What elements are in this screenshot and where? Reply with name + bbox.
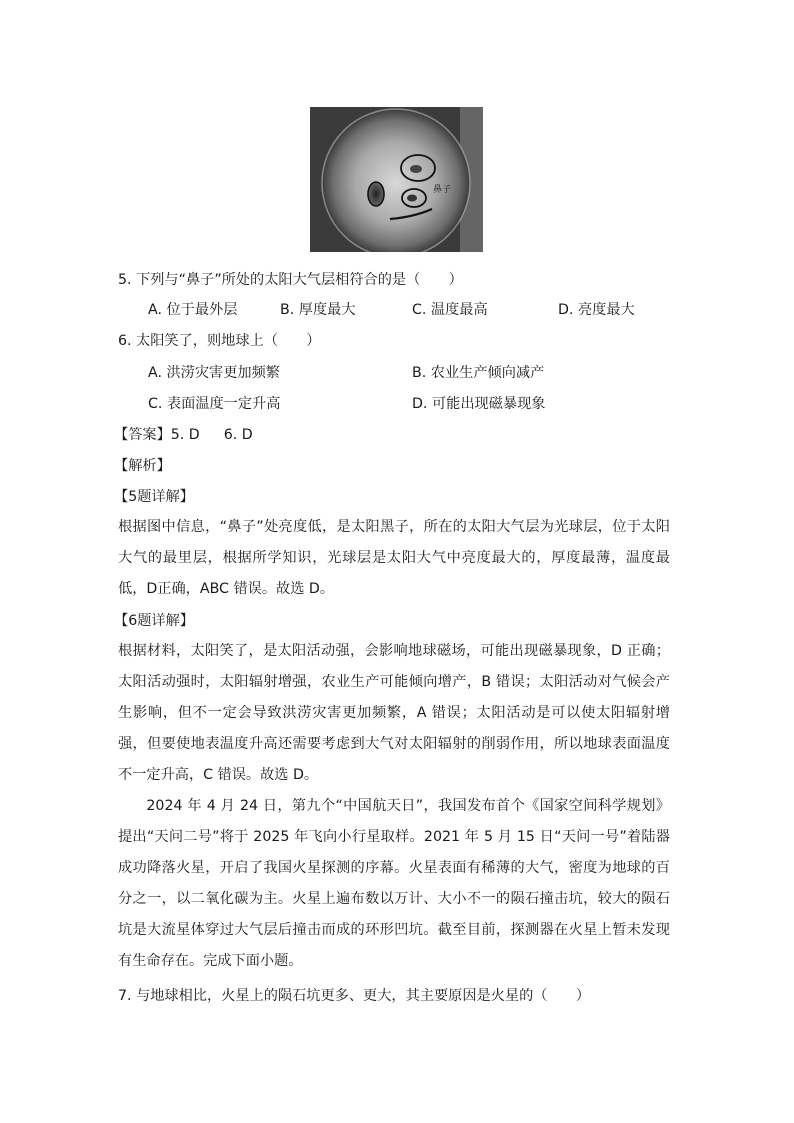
detail5-text: 根据图中信息，“鼻子”处亮度低，是太阳黑子，所在的太阳大气层为光球层，位于太阳大气的最里层，根据所学知识，光球层是太阳大气中亮度最大的，厚度最薄，温度最低，D正确，ABC 错误。故选 D。	[118, 519, 670, 597]
q6-option-a: A. 洪涝灾害更加频繁	[148, 365, 280, 381]
detail5-label: 【5题详解】	[114, 489, 194, 505]
q7-stem: 7. 与地球相比，火星上的陨石坑更多、更大，其主要原因是火星的（ ）	[118, 988, 591, 1004]
q5-option-d: D. 亮度最大	[558, 302, 635, 318]
answer-5: 5. D	[170, 427, 200, 443]
q5-option-c: C. 温度最高	[412, 302, 488, 318]
q6-option-b: B. 农业生产倾向减产	[412, 365, 545, 381]
left-eye-spot	[368, 182, 384, 206]
detail6-text: 根据材料，太阳笑了，是太阳活动强，会影响地球磁场，可能出现磁暴现象，D 正确；太阳活动强时，太阳辐射增强，农业生产可能倾向增产，B 错误；太阳活动对气候会产生影响，但不一定会导致洪涝灾害更加频繁，A 错误；太阳活动是可以使太阳辐射增强，但要使地表温度升高还需要考虑到大气对太阳辐射的削弱作用，所以地球表面温度不一定升高，C 错误。故选 D。	[118, 643, 670, 783]
answer-line	[114, 425, 253, 445]
material-paragraph: 2024 年 4 月 24 日，第九个“中国航天日”，我国发布首个《国家空间科学规划》提出“天问二号”将于 2025 年飞向小行星取样。2021 年 5 月 15 日“天问一号”着陆器成功降落火星，开启了我国火星探测的序幕。火星表面有稀薄的大气，密度为地球的百分之一，以二氧化碳为主。火星上遍布数以万计、大小不一的陨石撞击坑，较大的陨石坑是大流星体穿过大气层后撞击而成的环形凹坑。截至目前，探测器在火星上暂未发现有生命存在。完成下面小题。	[118, 798, 670, 969]
answer-6: 6. D	[223, 427, 253, 443]
q5-option-b: B. 厚度最大	[280, 302, 356, 318]
nose-label: 鼻子	[433, 185, 452, 195]
q5-stem: 5. 下列与“鼻子”所处的太阳大气层相符合的是（ ）	[118, 272, 463, 288]
sun-figure	[310, 107, 483, 252]
q6-option-c: C. 表面温度一定升高	[148, 396, 281, 412]
q6-option-d: D. 可能出现磁暴现象	[412, 396, 546, 412]
q6-stem: 6. 太阳笑了，则地球上（ ）	[118, 333, 321, 349]
q5-option-a: A. 位于最外层	[148, 302, 238, 318]
analysis-label: 【解析】	[114, 458, 171, 474]
detail6-label: 【6题详解】	[114, 613, 194, 629]
answer-label: 【答案】	[114, 427, 171, 443]
